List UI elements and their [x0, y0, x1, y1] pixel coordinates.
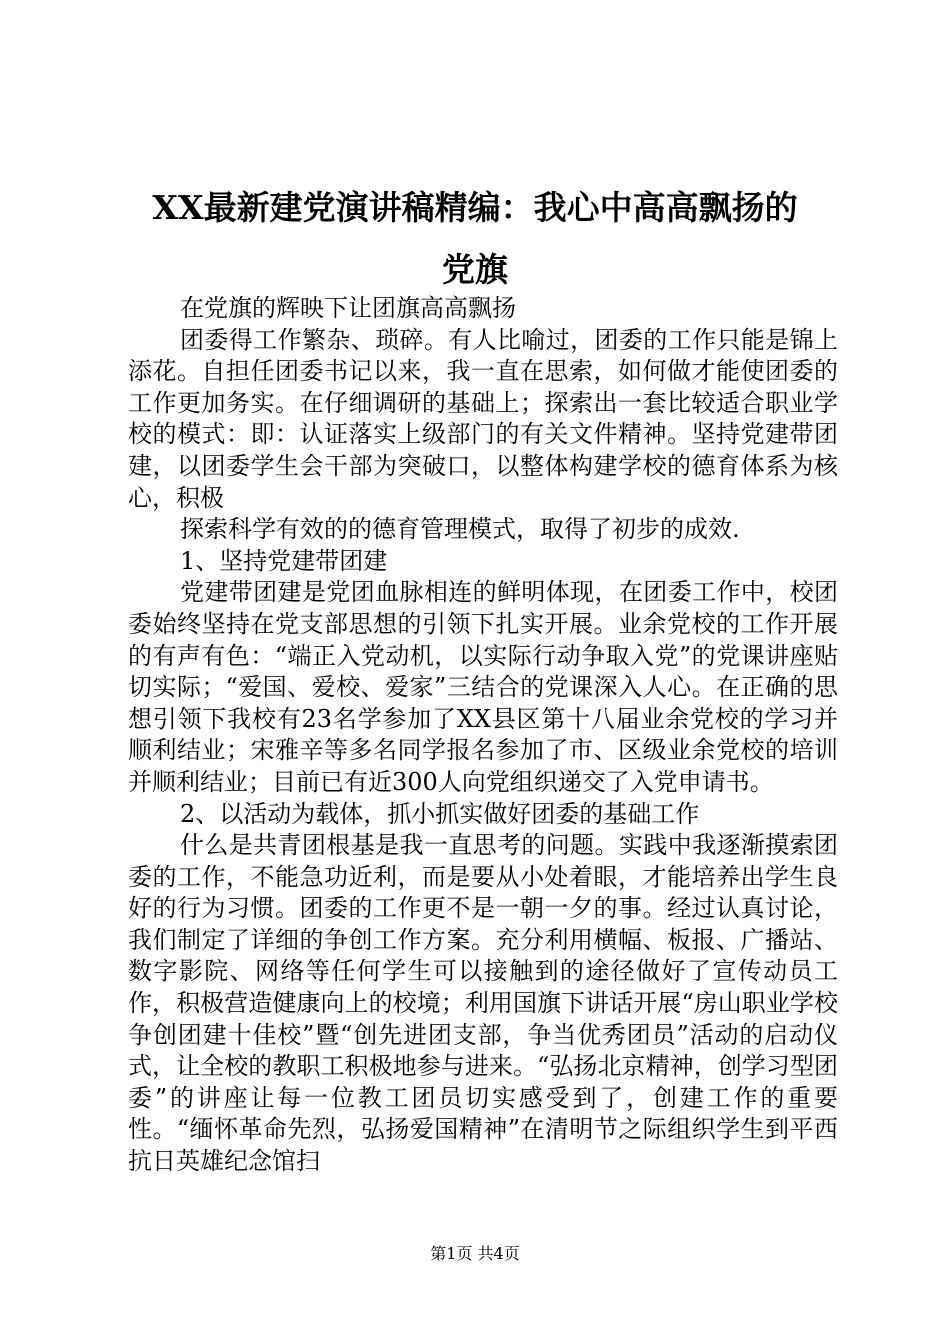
- document-title-line-1: XX最新建党演讲稿精编：我心中高高飘扬的: [152, 188, 798, 227]
- document-body: [128, 293, 838, 1178]
- paragraph-subtitle: 在党旗的辉映下让团旗高高飘扬: [180, 294, 516, 322]
- section-heading-1: 1、坚持党建带团建: [180, 546, 388, 575]
- paragraph-intro: 团委得工作繁杂、琐碎。有人比喻过，团委的工作只能是锦上添花。自担任团委书记以来，我一直在思索，如何做才能使团委的工作更加务实。在仔细调研的基础上；探索出一套比较适合职业学校的模式：即：认证落实上级部门的有关文件精神。坚持党建带团建，以团委学生会干部为突破口，以整体构建学校的德育体系为核心，积极: [128, 325, 838, 512]
- paragraph-section-1: 党建带团建是党团血脉相连的鲜明体现，在团委工作中，校团委始终坚持在党支部思想的引领下扎实开展。业余党校的工作开展的有声有色：“端正入党动机，以实际行动争取入党”的党课讲座贴切实际；“爱国、爱校、爱家”三结合的党课深入人心。在正确的思想引领下我校有23名学参加了XX县区第十八届业余党校的学习并顺利结业；宋雅辛等多名同学报名参加了市、区级业余党校的培训并顺利结业；目前已有近300人向党组织递交了入党申请书。: [128, 578, 838, 796]
- paragraph-intro-continued: 探索科学有效的的德育管理模式，取得了初步的成效.: [180, 515, 740, 544]
- page-footer: 第1页 共4页: [430, 1244, 520, 1263]
- paragraph-section-2: 什么是共青团根基是我一直思考的问题。实践中我逐渐摸索团委的工作，不能急功近利，而是要从小处着眼，才能培养出学生良好的行为习惯。团委的工作更不是一朝一夕的事。经过认真讨论，我们制定了详细的争创工作方案。充分利用横幅、板报、广播站、数字影院、网络等任何学生可以接触到的途径做好了宣传动员工作，积极营造健康向上的校境；利用国旗下讲话开展“房山职业学校争创团建十佳校”暨“创先进团支部，争当优秀团员”活动的启动仪式，让全校的教职工积极地参与进来。“弘扬北京精神，创学习型团委”的讲座让每一位教工团员切实感受到了，创建工作的重要性。“缅怀革命先烈，弘扬爱国精神”在清明节之际组织学生到平西抗日英雄纪念馆扫: [128, 831, 838, 1176]
- document-title-line-2: 党旗: [442, 250, 508, 289]
- section-heading-2: 2、以活动为载体，抓小抓实做好团委的基础工作: [180, 799, 700, 828]
